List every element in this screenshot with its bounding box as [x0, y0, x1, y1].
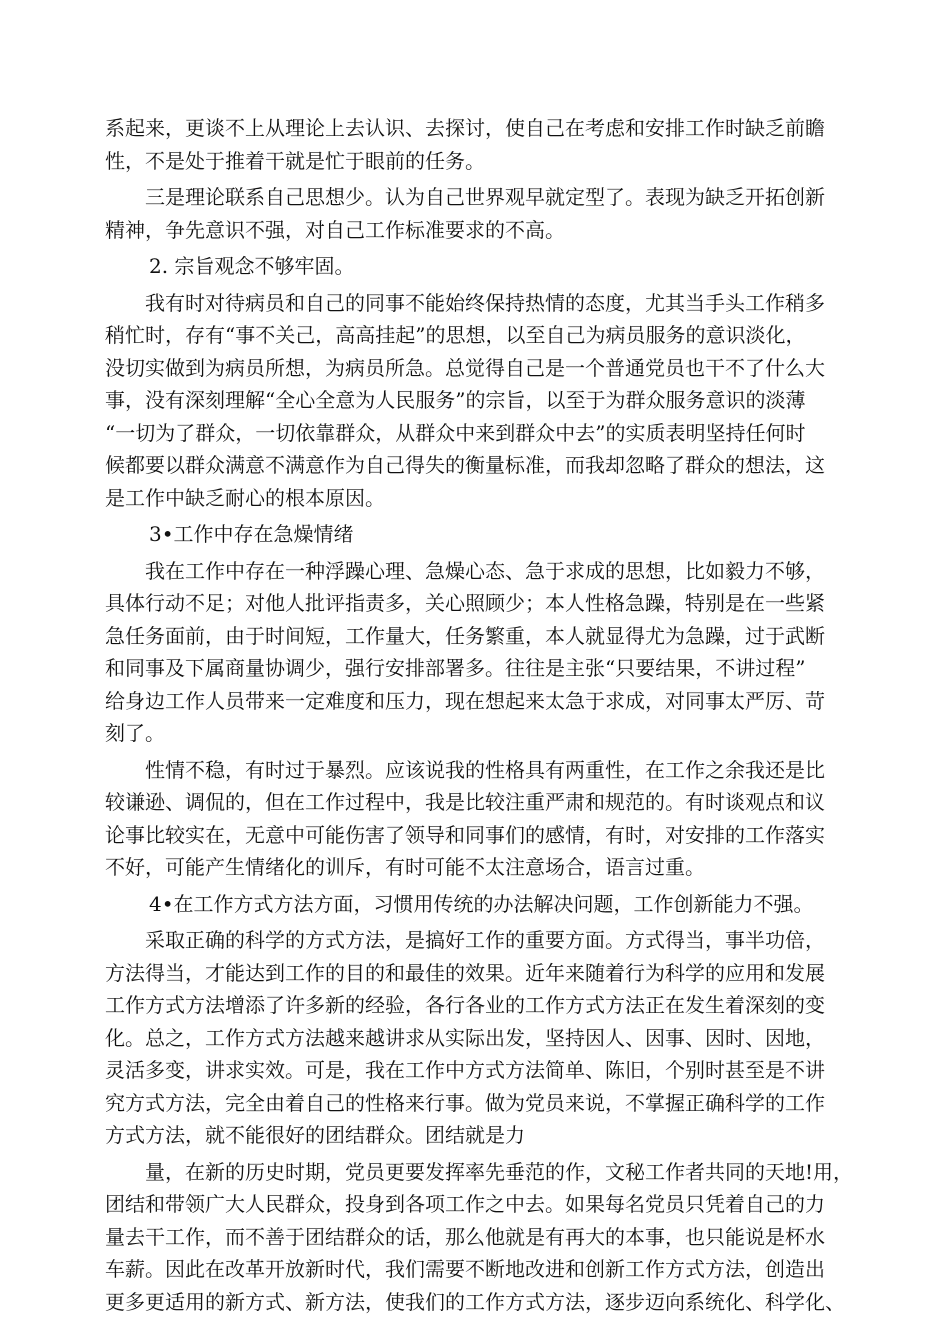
text-line: 量去干工作，而不善于团结群众的话，那么他就是有再大的本事，也只能说是杯水 — [105, 1224, 825, 1249]
text-line: 不好，可能产生情绪化的训斥，有时可能不太注意场合，语言过重。 — [105, 855, 705, 879]
text-line: “一切为了群众，一切依靠群众，从群众中来到群众中去”的实质表明坚持任何时 — [105, 420, 806, 445]
text-line: 系起来，更谈不上从理论上去认识、去探讨，使自己在考虑和安排工作时缺乏前瞻 — [105, 116, 825, 140]
text-line: 和同事及下属商量协调少，强行安排部署多。往往是主张“只要结果，不讲过程” — [105, 656, 806, 680]
text-line: 给身边工作人员带来一定难度和压力，现在想起来太急于求成，对同事太严厉、苛 — [105, 688, 825, 713]
text-line: 方法得当，才能达到工作的目的和最佳的效果。近年来随着行为科学的应用和发展 — [105, 960, 825, 985]
paragraph-first-line: 我在工作中存在一种浮躁心理、急燥心态、急于求成的思想，比如毅力不够， — [145, 558, 825, 583]
text-line: 急任务面前，由于时间短，工作量大，任务繁重，本人就显得尤为急躁，过于武断 — [105, 623, 825, 648]
text-line: 化。总之，工作方式方法越来越讲求从实际出发，坚持因人、因事、因时、因地， — [105, 1025, 825, 1050]
text-line: 团结和带领广大人民群众，投身到各项工作之中去。如果每名党员只凭着自己的力 — [105, 1192, 825, 1216]
text-line: 稍忙时，存有“事不关己，高高挂起”的思想，以至自己为病员服务的意识淡化， — [105, 323, 806, 347]
text-line: 性，不是处于推着干就是忙于眼前的任务。 — [105, 148, 485, 173]
document-body — [105, 112, 865, 1318]
paragraph-first-line: 性情不稳，有时过于暴烈。应该说我的性格具有两重性，在工作之余我还是比 — [145, 757, 825, 782]
text-line: 工作方式方法增添了许多新的经验，各行各业的工作方式方法正在发生着深刻的变 — [105, 993, 825, 1017]
text-line: 事，没有深刻理解“全心全意为人民服务”的宗旨，以至于为群众服务意识的淡薄 — [105, 388, 806, 412]
paragraph-first-line: 量，在新的历史时期，党员更要发挥率先垂范的作，文秘工作者共同的天地!用， — [145, 1159, 854, 1184]
paragraph-first-line: 三是理论联系自己思想少。认为自己世界观早就定型了。表现为缺乏开拓创新 — [145, 185, 825, 209]
paragraph-first-line: 采取正确的科学的方式方法，是搞好工作的重要方面。方式得当，事半功倍， — [145, 928, 825, 952]
section-heading: 2. 宗旨观念不够牢固。 — [149, 254, 355, 278]
text-line: 论事比较实在，无意中可能伤害了领导和同事们的感情，有时，对安排的工作落实 — [105, 822, 825, 847]
text-line: 没切实做到为病员所想，为病员所急。总觉得自己是一个普通党员也干不了什么大 — [105, 355, 825, 380]
text-line: 究方式方法，完全由着自己的性格来行事。做为党员来说，不掌握正确科学的工作 — [105, 1090, 825, 1115]
text-line: 具体行动不足；对他人批评指责多，关心照顾少；本人性格急躁，特别是在一些紧 — [105, 591, 825, 615]
section-heading: 4•在工作方式方法方面，习惯用传统的办法解决问题，工作创新能力不强。 — [149, 891, 814, 916]
text-line: 更多更适用的新方式、新方法，使我们的工作方式方法，逐步迈向系统化、科学化、 — [105, 1289, 845, 1314]
text-line: 车薪。因此在改革开放新时代，我们需要不断地改进和创新工作方式方法，创造出 — [105, 1257, 825, 1281]
paragraph-first-line: 我有时对待病员和自己的同事不能始终保持热情的态度，尤其当手头工作稍多 — [145, 290, 825, 315]
text-line: 方式方法，就不能很好的团结群众。团结就是力 — [105, 1123, 525, 1147]
text-line: 精神，争先意识不强，对自己工作标准要求的不高。 — [105, 217, 565, 242]
text-line: 是工作中缺乏耐心的根本原因。 — [105, 485, 385, 510]
section-heading: 3•工作中存在急燥情绪 — [149, 522, 354, 546]
text-line: 灵活多变，讲求实效。可是，我在工作中方式方法简单、陈旧，个别时甚至是不讲 — [105, 1058, 825, 1082]
text-line: 较谦逊、调侃的，但在工作过程中，我是比较注重严肃和规范的。有时谈观点和议 — [105, 790, 825, 814]
text-line: 刻了。 — [105, 721, 165, 745]
text-line: 候都要以群众满意不满意作为自己得失的衡量标准，而我却忽略了群众的想法，这 — [105, 453, 825, 477]
